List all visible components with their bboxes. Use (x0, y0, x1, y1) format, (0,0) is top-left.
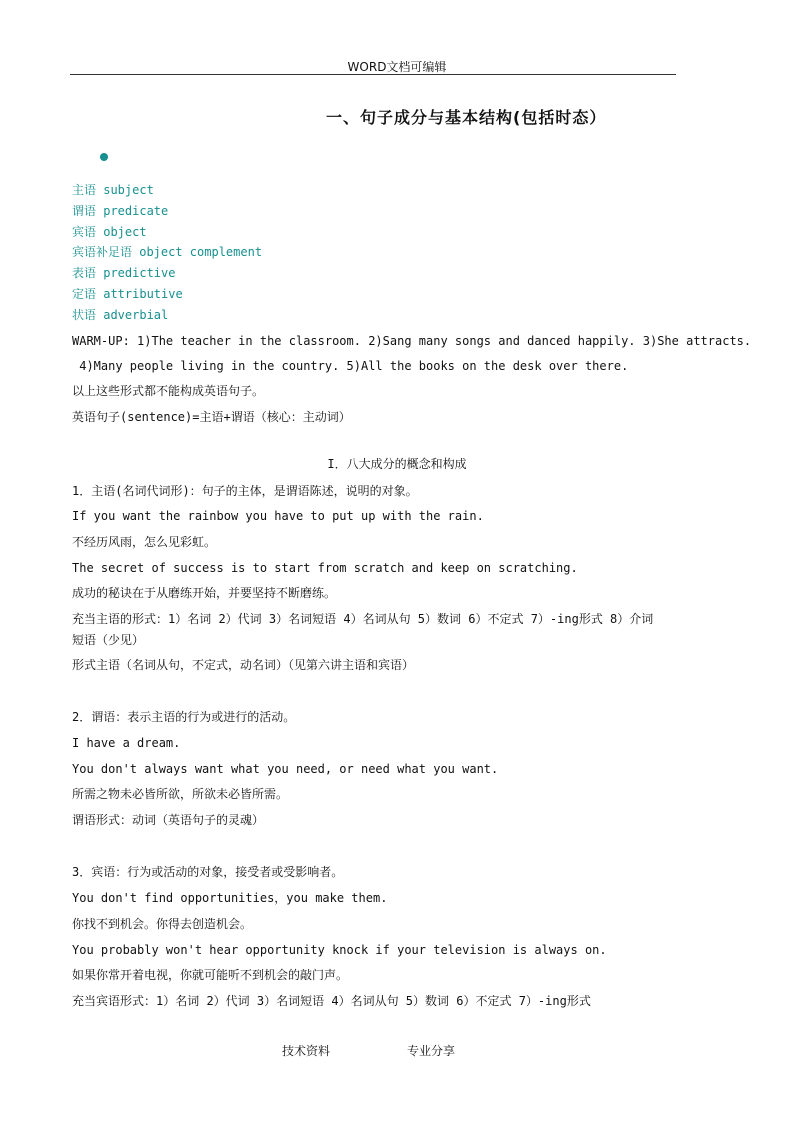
object-example-1-cn: 你找不到机会。你得去创造机会。 (72, 917, 253, 931)
term-object: 宾语 object (72, 224, 147, 239)
section-title: I．八大成分的概念和构成 (327, 457, 467, 471)
subject-example-1-en: If you want the rainbow you have to put up with the rain. (72, 509, 484, 523)
subject-heading: 1．主语(名词代词形)：句子的主体，是谓语陈述，说明的对象。 (72, 484, 418, 498)
term-subject: 主语 subject (72, 183, 154, 197)
object-forms: 充当宾语形式：1）名词 2）代词 3）名词短语 4）名词从句 5）数词 6）不定式 7）-ing形式 (72, 994, 591, 1008)
warmup-line-2: 4)Many people living in the country. 5)All the books on the desk over there. (72, 359, 629, 373)
subject-forms-line-1: 充当主语的形式：1）名词 2）代词 3）名词短语 4）名词从句 5）数词 6）不定式 7）-ing形式 8）介词 (72, 612, 654, 626)
footer-right-text: 专业分享 (407, 1044, 456, 1058)
warmup-line-1: WARM-UP: 1)The teacher in the classroom. 2)Sang many songs and danced happily. 3)She attracts. (72, 334, 752, 348)
predicate-forms: 谓语形式：动词（英语句子的灵魂） (72, 813, 265, 827)
predicate-example-2-cn: 所需之物未必皆所欲，所欲未必皆所需。 (72, 787, 289, 801)
header-divider (70, 74, 676, 75)
bullet-icon (100, 153, 108, 161)
formal-subject-note: 形式主语（名词从句，不定式，动名词）（见第六讲主语和宾语） (72, 658, 415, 672)
object-example-2-cn: 如果你常开着电视，你就可能听不到机会的敲门声。 (72, 968, 349, 982)
term-predicate: 谓语 predicate (72, 203, 169, 218)
term-attributive: 定语 attributive (72, 286, 183, 301)
subject-example-2-en: The secret of success is to start from scratch and keep on scratching. (72, 561, 578, 575)
predicate-example-1-en: I have a dream. (72, 736, 181, 750)
subject-example-2-cn: 成功的秘诀在于从磨练开始，并要坚持不断磨练。 (72, 586, 337, 600)
term-object-complement: 宾语补足语 object complement (72, 245, 263, 260)
object-example-1-en: You don't find opportunities，you make them. (72, 891, 388, 905)
predicate-heading: 2．谓语：表示主语的行为或进行的活动。 (72, 710, 296, 724)
object-example-2-en: You probably won't hear opportunity knock if your television is always on. (72, 943, 607, 957)
page-header: WORD文档可编辑 (347, 60, 447, 74)
term-adverbial: 状语 adverbial (72, 307, 169, 322)
object-heading: 3．宾语：行为或活动的对象，接受者或受影响者。 (72, 865, 344, 879)
subject-example-1-cn: 不经历风雨，怎么见彩虹。 (72, 535, 217, 549)
term-predictive: 表语 predictive (72, 266, 176, 281)
sentence-formula: 英语句子(sentence)=主语+谓语（核心：主动词） (72, 410, 351, 424)
footer-left-text: 技术资料 (282, 1044, 331, 1058)
sentence-components-list (72, 180, 262, 326)
page-title: 一、句子成分与基本结构(包括时态） (326, 108, 607, 127)
predicate-example-2-en: You don't always want what you need, or need what you want. (72, 762, 499, 776)
subject-forms-line-2: 短语（少见） (72, 633, 145, 647)
intro-note: 以上这些形式都不能构成英语句子。 (72, 384, 265, 398)
